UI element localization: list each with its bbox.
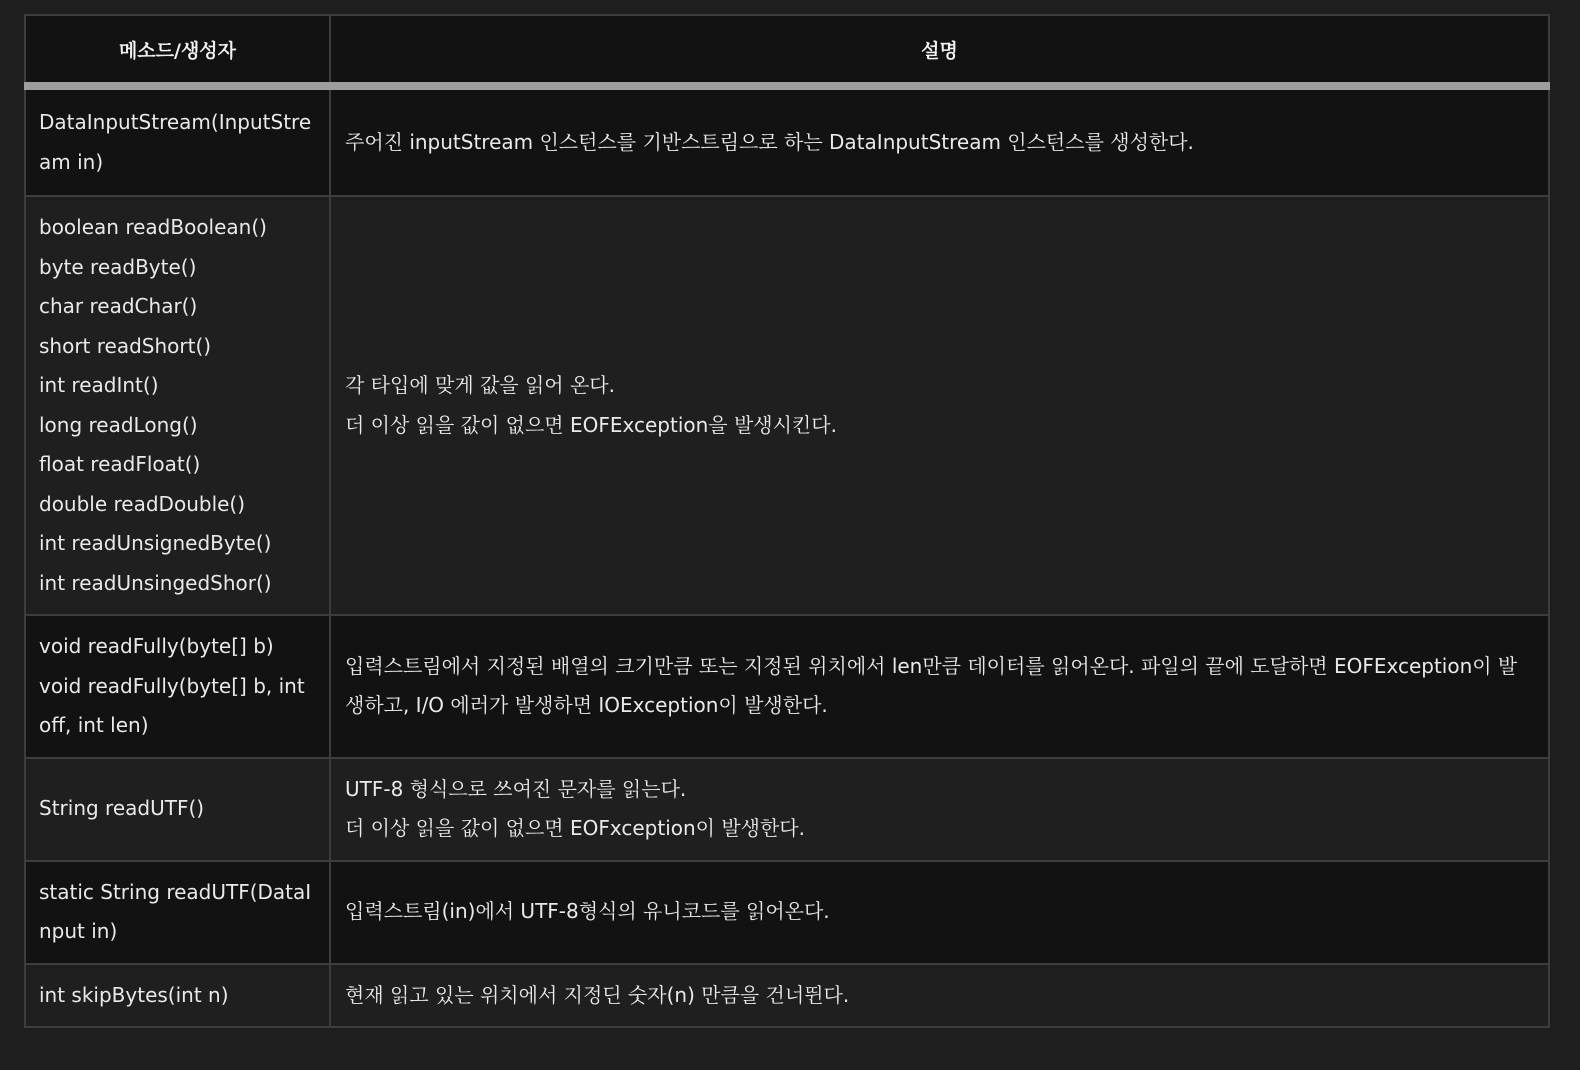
method-signature: int readUnsingedShor() (39, 570, 272, 595)
description-text: 주어진 inputStream 인스턴스를 기반스트림으로 하는 DataInputStream 인스턴스를 생성한다. (345, 129, 1194, 154)
table-row (25, 861, 1549, 964)
table-body (25, 86, 1549, 1027)
description-text: 각 타입에 맞게 값을 읽어 온다. (345, 373, 615, 397)
description-text: 더 이상 읽을 값이 없으면 EOFException을 발생시킨다. (345, 412, 837, 437)
description-text: UTF-8 형식으로 쓰여진 문자를 읽는다. (345, 776, 687, 801)
method-cell (25, 964, 330, 1028)
method-signature: byte readByte() (39, 254, 197, 279)
description-cell (330, 615, 1549, 758)
method-signature: double readDouble() (39, 491, 246, 516)
table-row (25, 196, 1549, 615)
table-row (25, 86, 1549, 196)
method-signature: long readLong() (39, 412, 198, 437)
header-description: 설명 (330, 15, 1549, 86)
header-method: 메소드/생성자 (25, 15, 330, 86)
method-cell (25, 196, 330, 615)
description-cell (330, 861, 1549, 964)
method-signature: int readUnsignedByte() (39, 531, 272, 555)
header-row (25, 15, 1549, 86)
method-signature: void readFully(byte[] b, int off, int len) (39, 673, 305, 737)
method-signature: void readFully(byte[] b) (39, 634, 274, 658)
description-cell (330, 196, 1549, 615)
method-cell (25, 615, 330, 758)
method-signature: String readUTF() (39, 796, 205, 821)
method-signature: float readFloat() (39, 452, 201, 476)
table-header (25, 15, 1549, 86)
method-signature: static String readUTF(DataInput in) (39, 879, 312, 943)
method-signature: int readInt() (39, 373, 159, 397)
description-text: 입력스트림에서 지정된 배열의 크기만큼 또는 지정된 위치에서 len만큼 데이터를 읽어온다. 파일의 끝에 도달하면 EOFException이 발생하고, I/O 에러가 발생하면 IOException이 발생한다. (345, 653, 1518, 718)
table-container (24, 14, 1548, 1028)
description-text: 더 이상 읽을 값이 없으면 EOFxception이 발생한다. (345, 816, 805, 840)
table-row (25, 615, 1549, 758)
description-text: 현재 읽고 있는 위치에서 지정딘 숫자(n) 만큼을 건너뛴다. (345, 982, 850, 1007)
method-signature: char readChar() (39, 294, 198, 318)
method-signature: boolean readBoolean() (39, 215, 267, 239)
method-cell (25, 758, 330, 861)
description-text: 입력스트림(in)에서 UTF-8형식의 유니코드를 읽어온다. (345, 899, 830, 924)
description-cell (330, 758, 1549, 861)
method-cell (25, 86, 330, 196)
table-row (25, 964, 1549, 1028)
method-signature: short readShort() (39, 333, 212, 358)
description-cell (330, 964, 1549, 1028)
table-row (25, 758, 1549, 861)
method-cell (25, 861, 330, 964)
description-cell (330, 86, 1549, 196)
datainputstream-methods-table (24, 14, 1550, 1028)
method-signature: DataInputStream(InputStream in) (39, 110, 312, 174)
method-signature: int skipBytes(int n) (39, 982, 229, 1007)
